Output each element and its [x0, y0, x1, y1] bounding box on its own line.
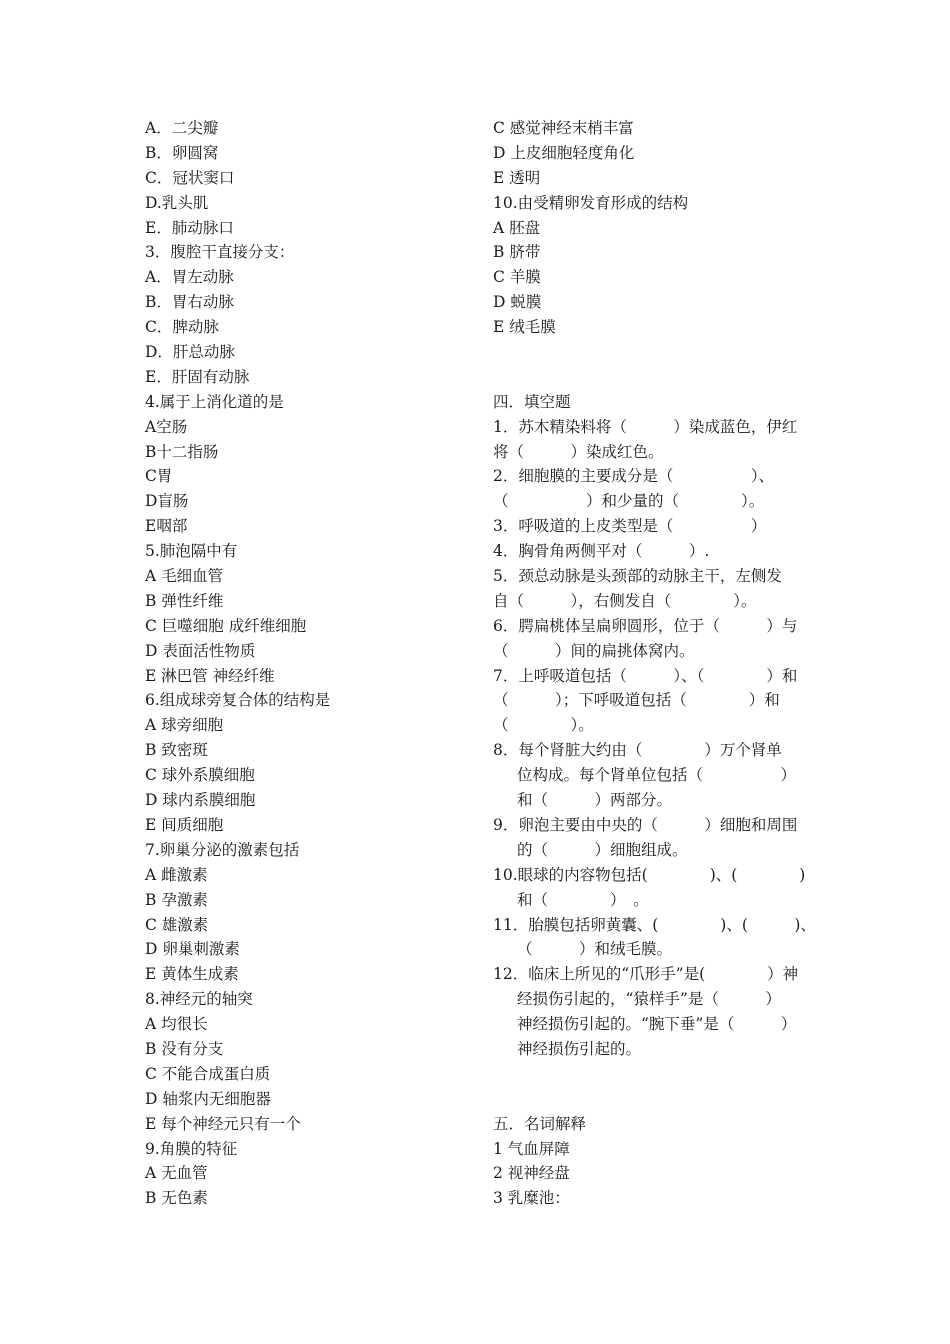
fill-item-line: 自（ ），右侧发自（ ）。 — [493, 591, 757, 610]
fill-item-line: 和（ ） 。 — [517, 890, 649, 909]
option-line: D 蜕膜 — [493, 293, 542, 312]
option-line: C 不能合成蛋白质 — [145, 1064, 271, 1083]
option-line: B 没有分支 — [145, 1039, 224, 1058]
question-line: 8.神经元的轴突 — [145, 990, 253, 1009]
option-line: B十二指肠 — [145, 442, 219, 461]
fill-item-line: 1．苏木精染料将（ ）染成蓝色，伊红 — [493, 417, 798, 436]
option-line: C 巨噬细胞 成纤维细胞 — [145, 616, 307, 635]
option-line: A 球旁细胞 — [145, 716, 224, 735]
option-line: C 雄激素 — [145, 915, 209, 934]
fill-item-line: 8．每个肾脏大约由（ ）万个肾单 — [493, 741, 782, 760]
option-line: A 毛细血管 — [145, 567, 224, 586]
option-line: B．胃右动脉 — [145, 293, 234, 312]
option-line: A．二尖瓣 — [145, 119, 219, 137]
option-line: D 轴浆内无细胞器 — [145, 1089, 271, 1108]
option-line: E咽部 — [145, 517, 188, 536]
option-line: C 感觉神经末梢丰富 — [493, 119, 634, 137]
fill-item-line: （ ）间的扁挑体窝内。 — [493, 641, 695, 660]
fill-item-line: 10.眼球的内容物包括( )、( ) — [493, 865, 806, 884]
fill-item-line: 经损伤引起的，“猿样手”是（ ） — [517, 990, 781, 1009]
fill-item-line: 7．上呼吸道包括（ ）、（ ）和 — [493, 666, 798, 685]
option-line: C．冠状窦口 — [145, 168, 235, 187]
fill-item-line: 和（ ）两部分。 — [517, 791, 673, 810]
option-line: B 无色素 — [145, 1189, 208, 1208]
option-line: D 球内系膜细胞 — [145, 791, 256, 810]
question-line: 4.属于上消化道的是 — [145, 392, 284, 411]
option-line: E 绒毛膜 — [493, 318, 556, 337]
fill-item-line: 11．胎膜包括卵黄囊、( )、( )、 — [493, 915, 816, 934]
fill-item-line: 位构成。每个肾单位包括（ ） — [517, 766, 797, 785]
right-column — [493, 116, 816, 1211]
fill-item-line: 5．颈总动脉是头颈部的动脉主干，左侧发 — [493, 567, 782, 586]
fill-item-line: 4．胸骨角两侧平对（ ）. — [493, 542, 710, 561]
option-line: D 表面活性物质 — [145, 641, 256, 660]
section-heading-terms: 五．名词解释 — [493, 1114, 587, 1133]
term-item: 3 乳糜池： — [493, 1189, 570, 1208]
term-item: 1 气血屏障 — [493, 1139, 570, 1158]
option-line: B．卵圆窝 — [145, 143, 219, 162]
option-line: C．脾动脉 — [145, 318, 219, 337]
option-line: C 羊膜 — [493, 268, 541, 287]
question-line: 6.组成球旁复合体的结构是 — [145, 691, 331, 710]
option-line: D 卵巢刺激素 — [145, 940, 240, 959]
option-line: D.乳头肌 — [145, 193, 209, 212]
question-line: 7.卵巢分泌的激素包括 — [145, 840, 300, 859]
question-line: 10.由受精卵发育形成的结构 — [493, 193, 689, 212]
option-line: E 每个神经元只有一个 — [145, 1114, 301, 1133]
spacer — [493, 340, 808, 365]
fill-item-line: 神经损伤引起的。 — [517, 1039, 642, 1058]
fill-item-line: 将（ ）染成红色。 — [493, 442, 664, 461]
fill-item-line: （ ）。 — [493, 716, 594, 735]
option-line: A 雌激素 — [145, 865, 208, 884]
fill-item-line: 2．细胞膜的主要成分是（ ）、 — [493, 467, 775, 486]
fill-item-line: （ ）和绒毛膜。 — [517, 940, 673, 959]
option-line: A 胚盘 — [493, 218, 541, 237]
option-line: A．胃左动脉 — [145, 268, 234, 287]
section-heading-fill: 四．填空题 — [493, 392, 571, 411]
spacer — [493, 1087, 808, 1112]
question-line: 9.角膜的特征 — [145, 1139, 238, 1158]
option-line: E．肺动脉口 — [145, 218, 234, 237]
option-line: A 无血管 — [145, 1164, 208, 1183]
fill-item-line: 9．卵泡主要由中央的（ ）细胞和周围 — [493, 815, 798, 834]
fill-item-line: 3．呼吸道的上皮类型是（ ） — [493, 517, 767, 536]
option-line: B 脐带 — [493, 243, 541, 262]
fill-item-line: （ ）和少量的（ ）。 — [493, 492, 765, 511]
option-line: E 黄体生成素 — [145, 965, 239, 984]
option-line: E 淋巴管 神经纤维 — [145, 666, 275, 685]
left-column — [145, 116, 465, 1211]
option-line: A 均很长 — [145, 1015, 208, 1034]
option-line: C 球外系膜细胞 — [145, 766, 255, 785]
option-line: B 弹性纤维 — [145, 591, 224, 610]
fill-item-line: （ ）；下呼吸道包括（ ）和 — [493, 691, 780, 710]
spacer — [493, 1062, 808, 1087]
question-line: 5.肺泡隔中有 — [145, 542, 238, 561]
option-line: D 上皮细胞轻度角化 — [493, 143, 635, 162]
option-line: C胃 — [145, 467, 173, 486]
option-line: A空肠 — [145, 417, 188, 436]
option-line: D盲肠 — [145, 492, 189, 511]
fill-item-line: 的（ ）细胞组成。 — [517, 840, 688, 859]
option-line: B 孕激素 — [145, 890, 208, 909]
option-line: B 致密斑 — [145, 741, 208, 760]
term-item: 2 视神经盘 — [493, 1164, 570, 1183]
option-line: E 间质细胞 — [145, 815, 224, 834]
spacer — [493, 365, 808, 390]
option-line: D．肝总动脉 — [145, 343, 235, 362]
fill-item-line: 12．临床上所见的“爪形手”是( ）神 — [493, 965, 799, 984]
option-line: E．肝固有动脉 — [145, 367, 250, 386]
option-line: E 透明 — [493, 168, 541, 187]
question-line: 3．腹腔干直接分支： — [145, 243, 295, 262]
fill-item-line: 6．腭扁桃体呈扁卵圆形，位于（ ）与 — [493, 616, 798, 635]
fill-item-line: 神经损伤引起的。“腕下垂”是（ ） — [517, 1015, 797, 1034]
